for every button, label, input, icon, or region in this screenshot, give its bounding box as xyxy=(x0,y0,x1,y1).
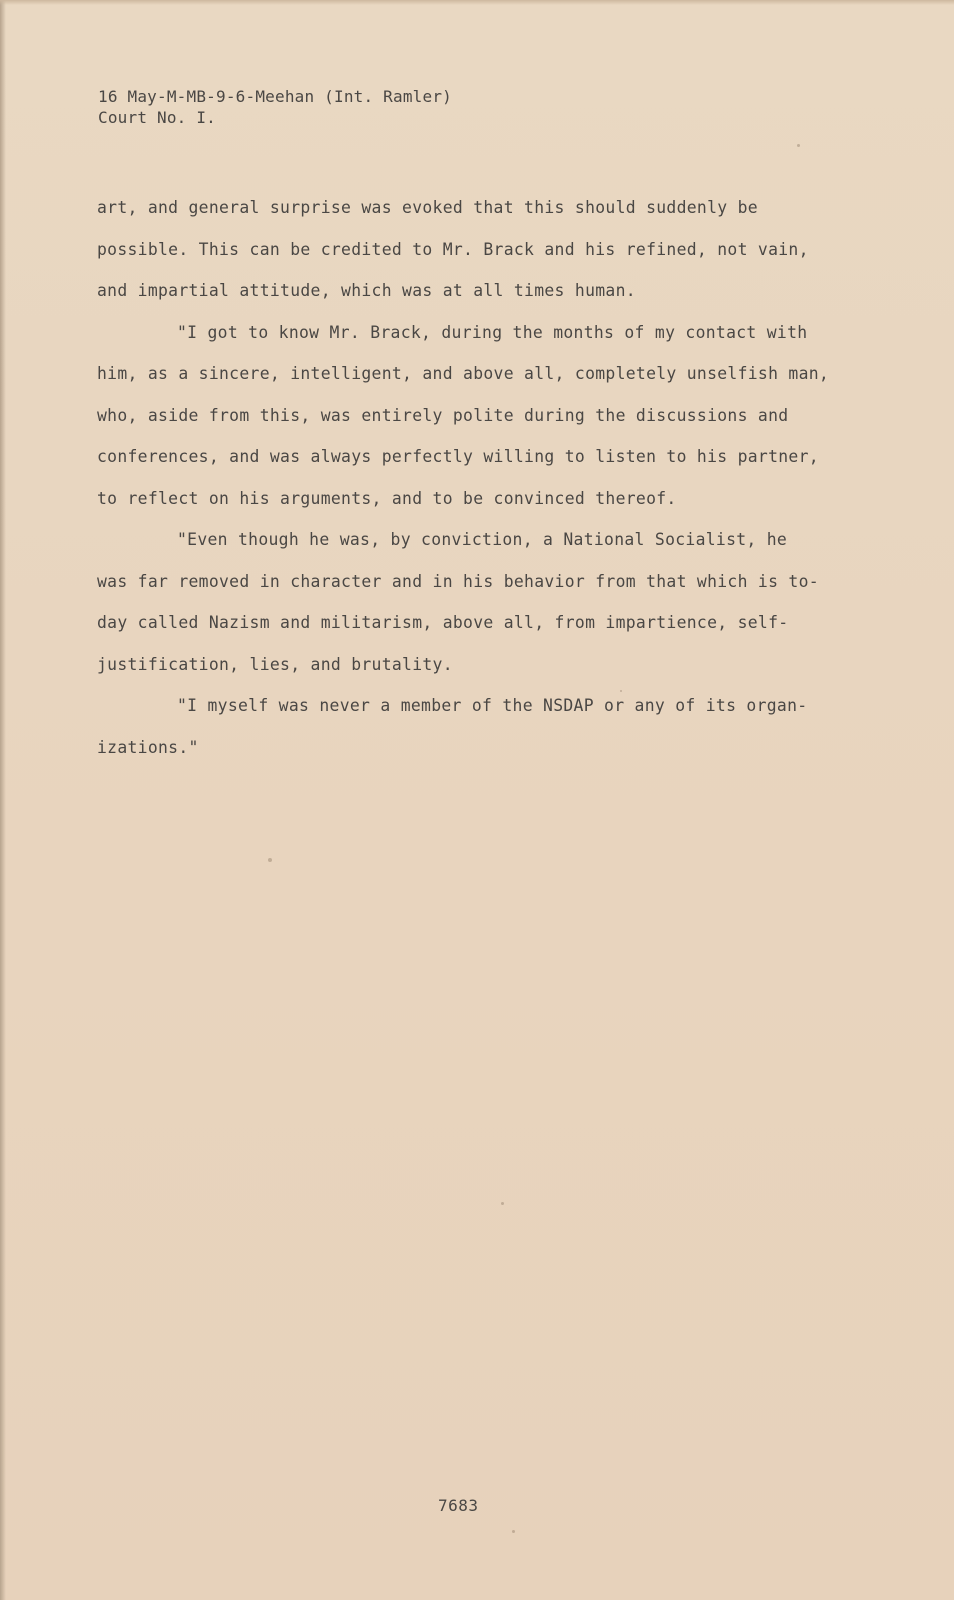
body-line: izations." xyxy=(97,737,199,757)
body-line: justification, lies, and brutality. xyxy=(97,654,453,674)
header-case-reference: 16 May-M-MB-9-6-Meehan (Int. Ramler) xyxy=(98,87,452,106)
body-line: possible. This can be credited to Mr. Brack and his refined, not vain, xyxy=(97,239,809,259)
body-line: was far removed in character and in his behavior from that which is to- xyxy=(97,571,819,591)
document-body xyxy=(97,187,837,768)
header-court-number: Court No. I. xyxy=(98,108,216,127)
body-line: to reflect on his arguments, and to be convinced thereof. xyxy=(97,488,677,508)
paper-fleck xyxy=(797,144,800,147)
paper-edge-left xyxy=(0,0,6,1600)
body-line: day called Nazism and militarism, above all, from impartience, self- xyxy=(97,613,789,632)
body-line-paragraph-start: "Even though he was, by conviction, a National Socialist, he xyxy=(177,530,788,549)
body-line-paragraph-start: "I got to know Mr. Brack, during the months of my contact with xyxy=(177,322,808,342)
body-line: conferences, and was always perfectly willing to listen to his partner, xyxy=(97,447,819,466)
document-header xyxy=(98,86,452,128)
paper-edge-top xyxy=(0,0,954,5)
body-line-paragraph-start: "I myself was never a member of the NSDAP or any of its organ- xyxy=(177,696,808,715)
page-number: 7683 xyxy=(438,1496,479,1515)
body-line: and impartial attitude, which was at all times human. xyxy=(97,281,636,300)
paper-fleck xyxy=(501,1202,504,1205)
body-line: art, and general surprise was evoked that this should suddenly be xyxy=(97,198,758,217)
body-line: who, aside from this, was entirely polite during the discussions and xyxy=(97,405,789,425)
body-line: him, as a sincere, intelligent, and above all, completely unselfish man, xyxy=(97,364,830,383)
paper-fleck xyxy=(512,1530,515,1533)
paper-fleck xyxy=(268,858,272,862)
